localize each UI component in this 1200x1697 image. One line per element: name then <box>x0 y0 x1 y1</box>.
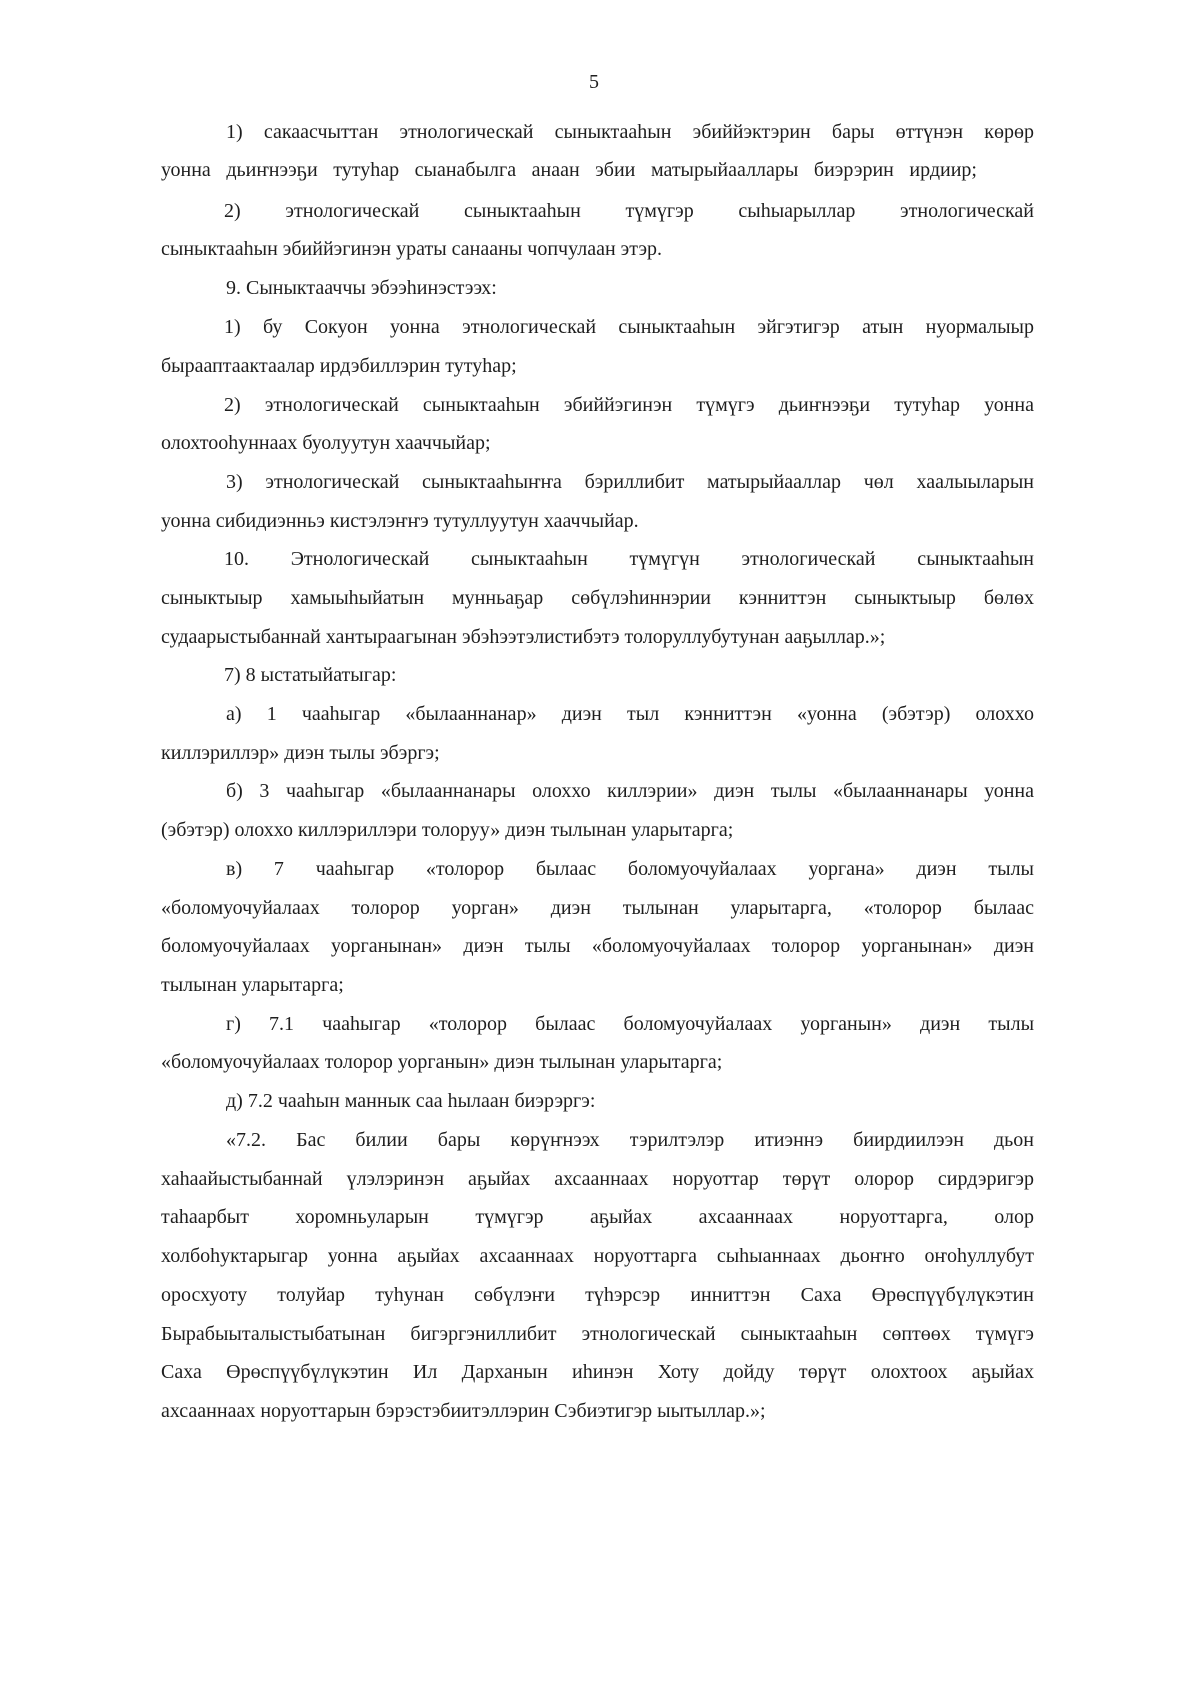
text-line: а) 1 чааһыгар «былааннанар» диэн тыл кэнниттэн «уонна (эбэтэр) олоххо <box>226 703 1034 725</box>
text-line: бырааптаактаалар ирдэбиллэрин тутуһар; <box>161 355 517 377</box>
text-line: г) 7.1 чааһыгар «толорор былаас боломуочуйалаах уорганын» диэн тылы <box>226 1013 1034 1035</box>
text-line: сыныктааһын эбиййэгинэн ураты санааны чопчулаан этэр. <box>161 238 663 260</box>
text-line: 7) 8 ыстатыйатыгар: <box>224 664 397 686</box>
text-line: 3) этнологическай сыныктааһыҥҥа бэриллибит матырыйааллар чөл хаалыыларын <box>226 471 1034 493</box>
text-line: 1) сакаасчыттан этнологическай сыныктааһын эбиййэктэрин бары өттүнэн көрөр <box>226 121 1034 143</box>
text-line: оросхуоту толуйар туһунан сөбүлэҥи түһэрсэр инниттэн Саха Өрөспүүбүлүкэтин <box>161 1284 1034 1306</box>
text-line: уонна дьиҥнээҕи тутуһар сыанабылга анаан эбии матырыйааллары биэрэрин ирдиир; <box>161 159 977 181</box>
text-line: 1) бу Сокуон уонна этнологическай сыныктааһын эйгэтигэр атын нуормалыыр <box>224 316 1034 338</box>
text-line: б) 3 чааһыгар «былааннанары олоххо киллэрии» диэн тылы «былааннанары уонна <box>226 780 1034 802</box>
text-line: Бырабыыталыстыбатынан бигэргэниллибит этнологическай сыныктааһын сөптөөх түмүгэ <box>161 1323 1034 1345</box>
text-line: хаһаайыстыбаннай үлэлэринэн аҕыйах ахсааннаах норуоттар төрүт олорор сирдэригэр <box>161 1168 1034 1190</box>
text-line: холбоһуктарыгар уонна аҕыйах ахсааннаах норуоттарга сыһыаннаах дьоҥҥо оҥоһуллубут <box>161 1245 1034 1267</box>
text-line: тылынан уларытарга; <box>161 974 344 996</box>
text-line: 9. Сыныктааччы эбээһинэстээх: <box>226 277 497 299</box>
text-line: уонна сибидиэнньэ кистэлэҥҥэ тутуллуутун хааччыйар. <box>161 510 639 532</box>
text-line: ахсааннаах норуоттарын бэрэстэбиитэллэрин Сэбиэтигэр ыытыллар.»; <box>161 1400 766 1422</box>
text-line: сыныктыыр хамыыһыйатын мунньаҕар сөбүлэһиннэрии кэнниттэн сыныктыыр бөлөх <box>161 587 1034 609</box>
text-line: «боломуочуйалаах толорор уорганын» диэн тылынан уларытарга; <box>161 1051 723 1073</box>
text-line: д) 7.2 чааһын маннык саа һылаан биэрэргэ: <box>226 1090 596 1112</box>
text-line: в) 7 чааһыгар «толорор былаас боломуочуйалаах уоргана» диэн тылы <box>226 858 1034 880</box>
text-line: киллэриллэр» диэн тылы эбэргэ; <box>161 742 440 764</box>
text-line: боломуочуйалаах уорганынан» диэн тылы «боломуочуйалаах толорор уорганынан» диэн <box>161 935 1034 957</box>
text-line: 2) этнологическай сыныктааһын түмүгэр сыһыарыллар этнологическай <box>224 200 1034 222</box>
page-number: 5 <box>589 71 599 93</box>
text-line: «боломуочуйалаах толорор уорган» диэн тылынан уларытарга, «толорор былаас <box>161 897 1034 919</box>
text-line: судаарыстыбаннай хантыраагынан эбэһээтэлистибэтэ толоруллубутунан ааҕыллар.»; <box>161 626 886 648</box>
text-line: 10. Этнологическай сыныктааһын түмүгүн этнологическай сыныктааһын <box>224 548 1034 570</box>
text-line: 2) этнологическай сыныктааһын эбиййэгинэн түмүгэ дьиҥнээҕи тутуһар уонна <box>224 394 1034 416</box>
text-line: Саха Өрөспүүбүлүкэтин Ил Дарханын иһинэн Хоту дойду төрүт олохтоох аҕыйах <box>161 1361 1034 1383</box>
text-line: таһаарбыт хоромньуларын түмүгэр аҕыйах ахсааннаах норуоттарга, олор <box>161 1206 1034 1228</box>
text-line: олохтооһуннаах буолуутун хааччыйар; <box>161 432 491 454</box>
text-line: (эбэтэр) олоххо киллэриллэри толоруу» диэн тылынан уларытарга; <box>161 819 734 841</box>
text-line: «7.2. Бас билии бары көрүҥнээх тэрилтэлэр итиэннэ биирдиилээн дьон <box>226 1129 1034 1151</box>
